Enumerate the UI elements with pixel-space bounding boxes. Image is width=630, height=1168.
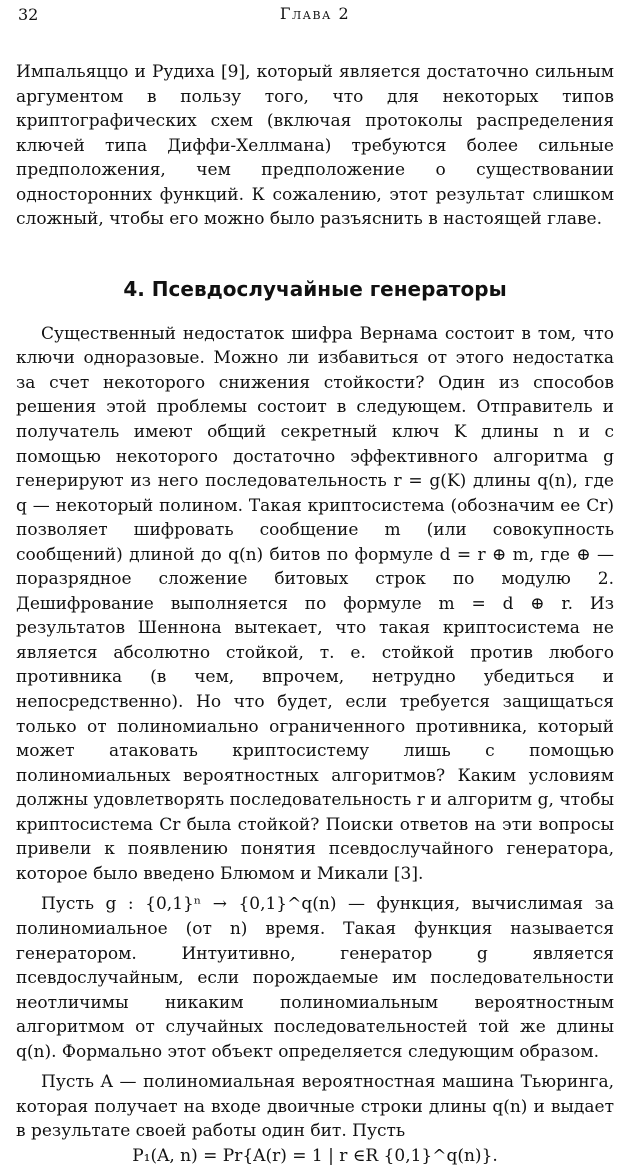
paragraph-intro: Импальяццо и Рудиха [9], который является достаточно сильным аргументом в пользу того, что для некоторых типов криптографических схем (включая протоколы распределения ключей типа Диффи-Хеллмана) требуются более сильные предположения, чем предположение о существовании односторонних функций. К сожалению, этот результат слишком сложный, чтобы его можно было разъяснить в настоящей главе. bbox=[16, 62, 614, 230]
formula-p1: P₁(A, n) = Pr{A(r) = 1 | r ∈R {0,1}^q(n)}. bbox=[132, 1145, 498, 1166]
page-header bbox=[16, 0, 614, 26]
section-title: 4. Псевдослучайные генераторы bbox=[123, 276, 507, 301]
page-body bbox=[16, 60, 614, 1168]
running-head: Глава 2 bbox=[279, 3, 351, 23]
paragraph-1: Существенный недостаток шифра Вернама состоит в том, что ключи одноразовые. Можно ли избавиться от этого недостатка за счет некоторого снижения стойкости? Один из способов решения этой проблемы состоит в следующем. Отправитель и получатель имеют общий секретный ключ K длины n и с помощью некоторого достаточно эффективного алгоритма g генерируют из него последовательность r = g(K) длины q(n), где q — некоторый полином. Такая криптосистема (обозначим ее Cr) позволяет шифровать сообщение m (или совокупность сообщений) длиной до q(n) битов по формуле d = r ⊕ m, где ⊕ — поразрядное сложение битовых строк по модулю 2. Дешифрование выполняется по формуле m = d ⊕ r. Из результатов Шеннона вытекает, что такая криптосистема не является абсолютно стойкой, т. е. стойкой против любого противника (в чем, впрочем, нетрудно убедиться и непосредственно). Но что будет, если требуется защищаться только от полиномиально ограниченного противника, который может атаковать криптосистему лишь с помощью полиномиальных вероятностных алгоритмов? Каким условиям должны удовлетворять последовательность r и алгоритм g, чтобы криптосистема Cr была стойкой? Поиски ответов на эти вопросы привели к появлению понятия псевдослучайного генератора, которое было введено Блюмом и Микали [3]. bbox=[16, 323, 614, 884]
paragraph-2: Пусть g : {0,1}ⁿ → {0,1}^q(n) — функция, вычислимая за полиномиальное (от n) время. Такая функция называется генератором. Интуитивно, генератор g является псевдослучайным, если порождаемые им последовательности неотличимы никаким полиномиальным вероятностным алгоритмом от случайных последовательностей той же длины q(n). Формально этот объект определяется следующим образом. bbox=[16, 894, 614, 1062]
page-number: 32 bbox=[18, 5, 39, 24]
paragraph-3: Пусть A — полиномиальная вероятностная машина Тьюринга, которая получает на входе двоичные строки длины q(n) и выдает в результате своей работы один бит. Пусть bbox=[16, 1072, 614, 1142]
